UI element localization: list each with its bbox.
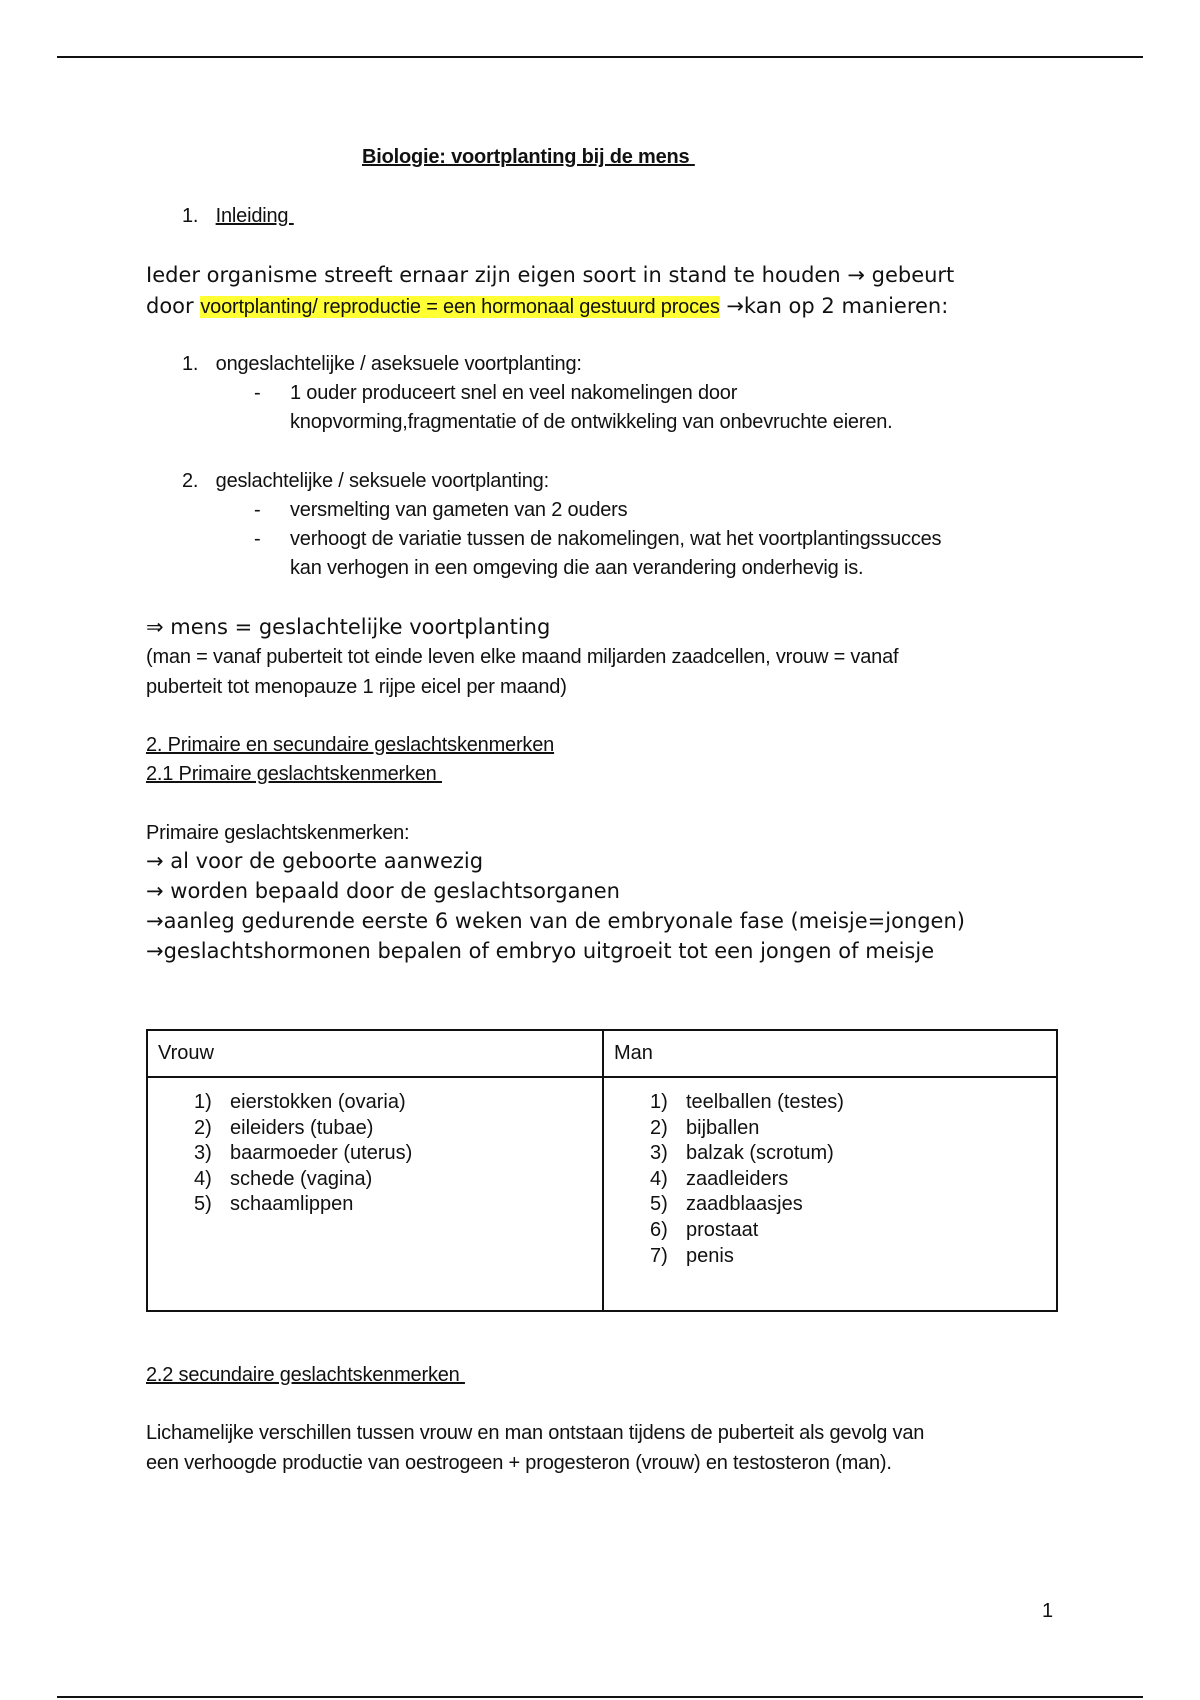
section-1-number: 1.: [182, 205, 199, 227]
list-item: 3) balzak (scrotum): [650, 1142, 834, 1165]
vrouw-header: Vrouw: [147, 1030, 603, 1077]
list-item: 2) eileiders (tubae): [194, 1116, 374, 1139]
man-cell: [603, 1077, 1057, 1311]
list-item: 4) schede (vagina): [194, 1167, 373, 1190]
secundair-line-1: Lichamelijke verschillen tussen vrouw en man ontstaan tijdens de puberteit als gevolg van: [146, 1422, 925, 1444]
primaire-point: →aanleg gedurende eerste 6 weken van de embryonale fase (meisje=jongen): [146, 909, 965, 933]
list-item: 2) bijballen: [650, 1116, 760, 1139]
item-1-number: 1.: [182, 353, 199, 375]
document-title: Biologie: voortplanting bij de mens: [362, 146, 695, 168]
intro-line-2: [146, 294, 948, 319]
vrouw-organ-list: [148, 1090, 602, 1218]
primaire-point: → worden bepaald door de geslachtsorganen: [146, 879, 620, 903]
secundair-line-2: een verhoogde productie van oestrogeen + progesteron (vrouw) en testosteron (man).: [146, 1452, 892, 1474]
top-rule: [57, 56, 1143, 58]
list-item: 5) schaamlippen: [194, 1193, 354, 1216]
organs-table: [146, 1029, 1058, 1312]
list-item: 5) zaadblaasjes: [650, 1193, 803, 1216]
bullet-dash: -: [254, 382, 261, 404]
item-1-bullet-line-2: knopvorming,fragmentatie of de ontwikkeling van onbevruchte eieren.: [290, 411, 893, 433]
item-1-heading: [182, 353, 582, 376]
section-2-1-heading: 2.1 Primaire geslachtskenmerken: [146, 763, 442, 785]
page-number: 1: [1042, 1600, 1053, 1622]
section-2-heading: 2. Primaire en secundaire geslachtskenmerken: [146, 734, 555, 756]
intro-line-2-pre: door: [146, 294, 201, 318]
section-1-label: Inleiding: [215, 205, 294, 227]
item-1-bullet-line-1: 1 ouder produceert snel en veel nakomelingen door: [290, 382, 738, 404]
primaire-label: Primaire geslachtskenmerken:: [146, 822, 410, 844]
section-1-heading: [182, 205, 294, 228]
list-item: 1) eierstokken (ovaria): [194, 1091, 406, 1113]
list-item: 1) teelballen (testes): [650, 1091, 844, 1113]
bullet-dash: -: [254, 528, 261, 550]
bottom-rule: [57, 1696, 1143, 1698]
item-1-label: ongeslachtelijke / aseksuele voortplanting:: [215, 353, 582, 375]
section-2-2-heading: 2.2 secundaire geslachtskenmerken: [146, 1364, 465, 1386]
list-item: 3) baarmoeder (uterus): [194, 1142, 413, 1165]
mens-detail-line-1: (man = vanaf puberteit tot einde leven elke maand miljarden zaadcellen, vrouw = vanaf: [146, 646, 899, 668]
bullet-dash: -: [254, 499, 261, 521]
list-item: 7) penis: [650, 1244, 734, 1267]
item-2-bullet-2-line-2: kan verhogen in een omgeving die aan verandering onderhevig is.: [290, 557, 864, 579]
intro-line-2-post: →kan op 2 manieren:: [719, 294, 949, 318]
mens-detail-line-2: puberteit tot menopauze 1 rijpe eicel per maand): [146, 676, 567, 698]
primaire-point: → al voor de geboorte aanwezig: [146, 849, 484, 873]
man-organ-list: [604, 1090, 1056, 1269]
primaire-point: →geslachtshormonen bepalen of embryo uitgroeit tot een jongen of meisje: [146, 939, 935, 963]
item-2-bullet-2-line-1: verhoogt de variatie tussen de nakomelingen, wat het voortplantingssucces: [290, 528, 942, 550]
item-2-heading: [182, 470, 549, 493]
man-header: Man: [603, 1030, 1057, 1077]
item-2-bullet-1: versmelting van gameten van 2 ouders: [290, 499, 628, 521]
vrouw-cell: [147, 1077, 603, 1311]
mens-statement: ⇒ mens = geslachtelijke voortplanting: [146, 615, 551, 639]
item-2-label: geslachtelijke / seksuele voortplanting:: [215, 470, 549, 492]
item-2-number: 2.: [182, 470, 199, 492]
highlighted-definition: voortplanting/ reproductie = een hormonaal gestuurd proces: [200, 296, 720, 318]
intro-line-1: Ieder organisme streeft ernaar zijn eigen soort in stand te houden → gebeurt: [146, 263, 955, 287]
list-item: 4) zaadleiders: [650, 1167, 789, 1190]
list-item: 6) prostaat: [650, 1218, 759, 1241]
